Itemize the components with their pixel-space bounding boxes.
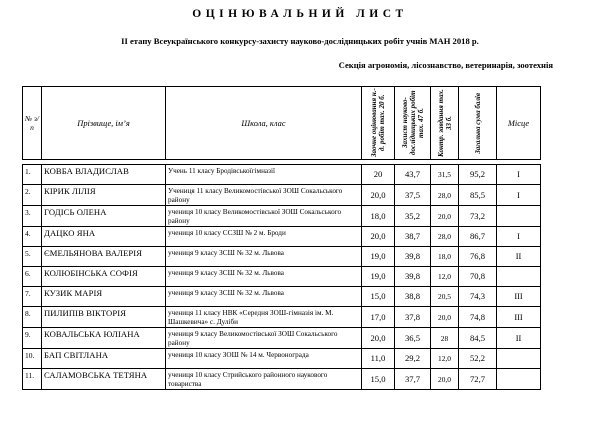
score-control: 18,0 — [431, 247, 459, 267]
score-control: 20,5 — [431, 287, 459, 307]
table-header-row — [23, 87, 541, 160]
school-class: учениця 10 класу Великомостівської ЗОШ Сокальського району — [166, 206, 362, 227]
student-name: ДАЦКО ЯНА — [42, 227, 166, 247]
student-name: ПИЛИПІВ ВІКТОРІЯ — [42, 307, 166, 328]
school-class: учениця 9 класу ЗСШ № 32 м. Львова — [166, 267, 362, 287]
student-name: КІРИК ЛІЛІЯ — [42, 185, 166, 206]
table-row — [23, 267, 541, 287]
table-row — [23, 349, 541, 369]
score-defense: 29,2 — [395, 349, 431, 369]
table-row — [23, 185, 541, 206]
place: І — [497, 185, 541, 206]
row-number: 4. — [23, 227, 42, 247]
score-defense: 37,7 — [395, 369, 431, 390]
place: ІІ — [497, 247, 541, 267]
score-control: 20,0 — [431, 206, 459, 227]
document-subtitle: ІІ етапу Всеукраїнського конкурсу-захисту науково-дослідницьких робіт учнів МАН 2018 р. — [121, 36, 479, 46]
score-total: 85,5 — [459, 185, 497, 206]
section-name: Секція агрономія, лісознавство, ветеринарія, зоотехнія — [338, 60, 553, 70]
score-written: 19,0 — [362, 267, 395, 287]
school-class: Учень 11 класу Бродівськоїгімназії — [166, 165, 362, 185]
row-number: 5. — [23, 247, 42, 267]
place: ІІІ — [497, 287, 541, 307]
score-total: 52,2 — [459, 349, 497, 369]
student-name: САЛАМОВСЬКА ТЕТЯНА — [42, 369, 166, 390]
row-number: 11. — [23, 369, 42, 390]
score-defense: 36,5 — [395, 328, 431, 349]
student-name: ГОДІСЬ ОЛЕНА — [42, 206, 166, 227]
score-written: 20 — [362, 165, 395, 185]
school-class: Учениця 11 класу Великомостівської ЗОШ Сокальського району — [166, 185, 362, 206]
school-class: учениця 11 класу НВК «Середня ЗОШ-гімназія ім. М. Шашкевича» с. Дуліби — [166, 307, 362, 328]
table-row — [23, 165, 541, 185]
score-total: 73,2 — [459, 206, 497, 227]
place: І — [497, 165, 541, 185]
score-written: 20,0 — [362, 328, 395, 349]
school-class: учениця 10 класу ССЗШ № 2 м. Броди — [166, 227, 362, 247]
student-name: БАП СВІТЛАНА — [42, 349, 166, 369]
school-class: учениця 9 класу ЗСШ № 32 м. Львова — [166, 247, 362, 267]
student-name: КОВАЛЬСЬКА ЮЛІАНА — [42, 328, 166, 349]
score-written: 19,0 — [362, 247, 395, 267]
student-name: КОВБА ВЛАДИСЛАВ — [42, 165, 166, 185]
table-body — [23, 165, 541, 390]
score-defense: 39,8 — [395, 247, 431, 267]
score-total: 86,7 — [459, 227, 497, 247]
student-name: КОЛЮБІНСЬКА СОФІЯ — [42, 267, 166, 287]
table-row — [23, 328, 541, 349]
table-row — [23, 206, 541, 227]
score-written: 15,0 — [362, 369, 395, 390]
score-defense: 39,8 — [395, 267, 431, 287]
score-defense: 37,8 — [395, 307, 431, 328]
header-score-2: Захист науково-дослідницьких робіт max. 47 б. — [395, 87, 431, 160]
header-school: Школа, клас — [166, 87, 362, 160]
school-class: учениця 10 класу ЗОШ № 14 м. Червонограда — [166, 349, 362, 369]
score-defense: 35,2 — [395, 206, 431, 227]
score-defense: 38,7 — [395, 227, 431, 247]
score-control: 28 — [431, 328, 459, 349]
score-control: 12,0 — [431, 267, 459, 287]
score-control: 20,0 — [431, 369, 459, 390]
score-written: 18,0 — [362, 206, 395, 227]
school-class: учениця 9 класу ЗСШ № 32 м. Львова — [166, 287, 362, 307]
header-no: № з/п — [23, 87, 42, 160]
header-score-3: Контр. завдання max. 33 б. — [431, 87, 459, 160]
school-class: учениця 9 класу Великомостівської ЗОШ Сокальського району — [166, 328, 362, 349]
row-number: 10. — [23, 349, 42, 369]
score-total: 84,5 — [459, 328, 497, 349]
row-number: 2. — [23, 185, 42, 206]
place: ІІ — [497, 328, 541, 349]
score-control: 12,0 — [431, 349, 459, 369]
place — [497, 206, 541, 227]
score-written: 11,0 — [362, 349, 395, 369]
table-row — [23, 287, 541, 307]
table-row — [23, 307, 541, 328]
student-name: ЄМЕЛЬЯНОВА ВАЛЕРІЯ — [42, 247, 166, 267]
place — [497, 369, 541, 390]
place: І — [497, 227, 541, 247]
table-row — [23, 227, 541, 247]
score-written: 20,0 — [362, 185, 395, 206]
score-written: 20,0 — [362, 227, 395, 247]
table-row — [23, 369, 541, 390]
score-defense: 43,7 — [395, 165, 431, 185]
row-number: 7. — [23, 287, 42, 307]
score-total: 74,8 — [459, 307, 497, 328]
row-number: 6. — [23, 267, 42, 287]
score-total: 70,8 — [459, 267, 497, 287]
score-total: 95,2 — [459, 165, 497, 185]
student-name: КУЗИК МАРІЯ — [42, 287, 166, 307]
score-defense: 38,8 — [395, 287, 431, 307]
document-title: ОЦІНЮВАЛЬНИЙ ЛИСТ — [192, 8, 408, 20]
row-number: 9. — [23, 328, 42, 349]
school-class: учениця 10 класу Стрийського районного наукового товариства — [166, 369, 362, 390]
header-score-1: Заочне оцінювання н.-д. робіт max. 20 б. — [362, 87, 395, 160]
score-control: 31,5 — [431, 165, 459, 185]
score-written: 15,0 — [362, 287, 395, 307]
place — [497, 267, 541, 287]
score-control: 20,0 — [431, 307, 459, 328]
scores-table — [22, 86, 541, 390]
score-defense: 37,5 — [395, 185, 431, 206]
row-number: 3. — [23, 206, 42, 227]
row-number: 8. — [23, 307, 42, 328]
place — [497, 349, 541, 369]
score-control: 28,0 — [431, 185, 459, 206]
score-total: 72,7 — [459, 369, 497, 390]
score-total: 74,3 — [459, 287, 497, 307]
header-total: Загальна сума балів — [459, 87, 497, 160]
score-written: 17,0 — [362, 307, 395, 328]
table-row — [23, 247, 541, 267]
score-total: 76,8 — [459, 247, 497, 267]
score-control: 28,0 — [431, 227, 459, 247]
place: ІІІ — [497, 307, 541, 328]
header-place: Місце — [497, 87, 541, 160]
row-number: 1. — [23, 165, 42, 185]
header-name: Прізвище, ім’я — [42, 87, 166, 160]
